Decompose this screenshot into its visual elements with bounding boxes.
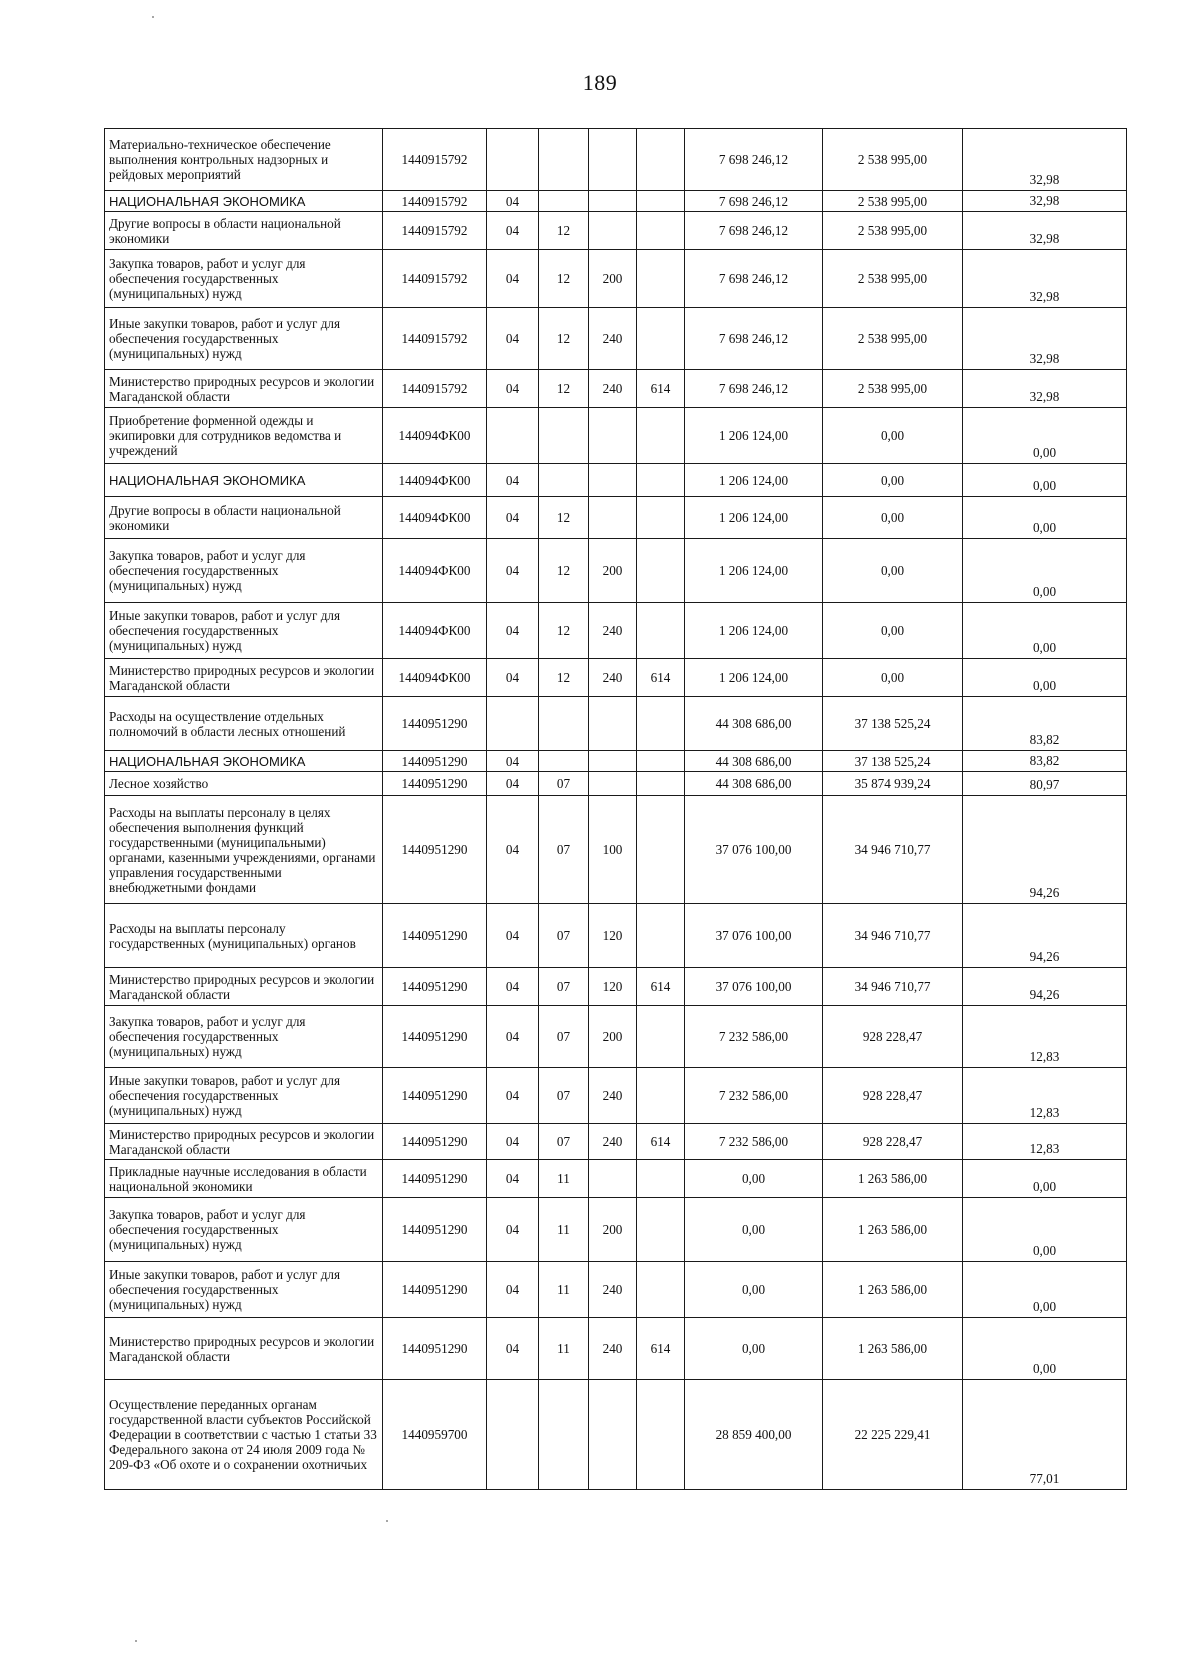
budget-execution-table bbox=[104, 128, 1127, 1490]
planned-amount: 0,00 bbox=[685, 1198, 823, 1262]
section-code: 04 bbox=[487, 796, 539, 904]
expense-type-code: 200 bbox=[589, 250, 637, 308]
department-code bbox=[637, 603, 685, 659]
target-article-code: 1440951290 bbox=[383, 968, 487, 1006]
execution-percent: 0,00 bbox=[963, 464, 1127, 497]
target-article-code: 1440951290 bbox=[383, 751, 487, 772]
row-name: Иные закупки товаров, работ и услуг для обеспечения государственных (муниципальных) нужд bbox=[105, 1262, 383, 1318]
planned-amount: 37 076 100,00 bbox=[685, 968, 823, 1006]
table-row bbox=[105, 497, 1127, 539]
execution-percent: 0,00 bbox=[963, 497, 1127, 539]
table-row bbox=[105, 1124, 1127, 1160]
target-article-code: 1440915792 bbox=[383, 191, 487, 212]
actual-amount: 928 228,47 bbox=[823, 1068, 963, 1124]
table-row bbox=[105, 904, 1127, 968]
expense-type-code: 120 bbox=[589, 968, 637, 1006]
scan-speck bbox=[135, 1640, 137, 1642]
expense-type-code: 240 bbox=[589, 1262, 637, 1318]
expense-type-code: 240 bbox=[589, 603, 637, 659]
subsection-code bbox=[539, 1380, 589, 1490]
table-row bbox=[105, 772, 1127, 796]
department-code bbox=[637, 1262, 685, 1318]
actual-amount: 1 263 586,00 bbox=[823, 1160, 963, 1198]
row-name: НАЦИОНАЛЬНАЯ ЭКОНОМИКА bbox=[105, 191, 383, 212]
department-code bbox=[637, 751, 685, 772]
execution-percent: 0,00 bbox=[963, 1262, 1127, 1318]
execution-percent: 0,00 bbox=[963, 1318, 1127, 1380]
department-code: 614 bbox=[637, 1124, 685, 1160]
target-article-code: 1440915792 bbox=[383, 212, 487, 250]
target-article-code: 1440951290 bbox=[383, 697, 487, 751]
expense-type-code: 240 bbox=[589, 370, 637, 408]
actual-amount: 2 538 995,00 bbox=[823, 212, 963, 250]
subsection-code: 11 bbox=[539, 1262, 589, 1318]
department-code bbox=[637, 1160, 685, 1198]
row-name: Другие вопросы в области национальной экономики bbox=[105, 497, 383, 539]
section-code: 04 bbox=[487, 1006, 539, 1068]
section-code bbox=[487, 697, 539, 751]
execution-percent: 94,26 bbox=[963, 796, 1127, 904]
department-code bbox=[637, 250, 685, 308]
row-name: Осуществление переданных органам государственной власти субъектов Российской Федерации в соответствии с частью 1 статьи 33 Федерального закона от 24 июля 2009 года № 209-ФЗ «Об охоте и о сохранении охотничьих bbox=[105, 1380, 383, 1490]
target-article-code: 1440951290 bbox=[383, 1068, 487, 1124]
table-row bbox=[105, 1380, 1127, 1490]
section-code: 04 bbox=[487, 1068, 539, 1124]
subsection-code: 12 bbox=[539, 370, 589, 408]
table-row bbox=[105, 539, 1127, 603]
table-row bbox=[105, 408, 1127, 464]
department-code bbox=[637, 1380, 685, 1490]
planned-amount: 7 232 586,00 bbox=[685, 1006, 823, 1068]
actual-amount: 1 263 586,00 bbox=[823, 1198, 963, 1262]
table-row bbox=[105, 968, 1127, 1006]
expense-type-code bbox=[589, 464, 637, 497]
execution-percent: 12,83 bbox=[963, 1006, 1127, 1068]
target-article-code: 144094ФК00 bbox=[383, 659, 487, 697]
actual-amount: 2 538 995,00 bbox=[823, 308, 963, 370]
actual-amount: 928 228,47 bbox=[823, 1124, 963, 1160]
section-code: 04 bbox=[487, 751, 539, 772]
subsection-code: 12 bbox=[539, 250, 589, 308]
row-name: Министерство природных ресурсов и экологии Магаданской области bbox=[105, 968, 383, 1006]
execution-percent: 0,00 bbox=[963, 408, 1127, 464]
expense-type-code: 120 bbox=[589, 904, 637, 968]
expense-type-code: 200 bbox=[589, 1006, 637, 1068]
scan-speck bbox=[152, 16, 154, 18]
target-article-code: 1440951290 bbox=[383, 796, 487, 904]
target-article-code: 1440915792 bbox=[383, 370, 487, 408]
row-name: Закупка товаров, работ и услуг для обеспечения государственных (муниципальных) нужд bbox=[105, 250, 383, 308]
planned-amount: 44 308 686,00 bbox=[685, 697, 823, 751]
department-code bbox=[637, 904, 685, 968]
expense-type-code bbox=[589, 408, 637, 464]
subsection-code: 11 bbox=[539, 1318, 589, 1380]
subsection-code: 11 bbox=[539, 1198, 589, 1262]
department-code bbox=[637, 497, 685, 539]
planned-amount: 0,00 bbox=[685, 1318, 823, 1380]
section-code: 04 bbox=[487, 464, 539, 497]
table-row bbox=[105, 1262, 1127, 1318]
row-name: НАЦИОНАЛЬНАЯ ЭКОНОМИКА bbox=[105, 751, 383, 772]
row-name: Иные закупки товаров, работ и услуг для обеспечения государственных (муниципальных) нужд bbox=[105, 1068, 383, 1124]
row-name: Иные закупки товаров, работ и услуг для обеспечения государственных (муниципальных) нужд bbox=[105, 308, 383, 370]
target-article-code: 1440951290 bbox=[383, 1124, 487, 1160]
actual-amount: 37 138 525,24 bbox=[823, 751, 963, 772]
planned-amount: 7 698 246,12 bbox=[685, 370, 823, 408]
planned-amount: 7 698 246,12 bbox=[685, 250, 823, 308]
department-code bbox=[637, 697, 685, 751]
actual-amount: 22 225 229,41 bbox=[823, 1380, 963, 1490]
table-row bbox=[105, 370, 1127, 408]
department-code: 614 bbox=[637, 659, 685, 697]
execution-percent: 32,98 bbox=[963, 191, 1127, 212]
row-name: Другие вопросы в области национальной экономики bbox=[105, 212, 383, 250]
execution-percent: 0,00 bbox=[963, 603, 1127, 659]
expense-type-code bbox=[589, 129, 637, 191]
execution-percent: 32,98 bbox=[963, 250, 1127, 308]
section-code: 04 bbox=[487, 497, 539, 539]
section-code: 04 bbox=[487, 250, 539, 308]
section-code: 04 bbox=[487, 191, 539, 212]
expense-type-code bbox=[589, 1160, 637, 1198]
section-code: 04 bbox=[487, 308, 539, 370]
section-code: 04 bbox=[487, 1262, 539, 1318]
planned-amount: 0,00 bbox=[685, 1160, 823, 1198]
subsection-code: 07 bbox=[539, 1068, 589, 1124]
row-name: НАЦИОНАЛЬНАЯ ЭКОНОМИКА bbox=[105, 464, 383, 497]
department-code: 614 bbox=[637, 1318, 685, 1380]
subsection-code bbox=[539, 129, 589, 191]
planned-amount: 1 206 124,00 bbox=[685, 659, 823, 697]
execution-percent: 32,98 bbox=[963, 370, 1127, 408]
row-name: Прикладные научные исследования в области национальной экономики bbox=[105, 1160, 383, 1198]
actual-amount: 0,00 bbox=[823, 464, 963, 497]
department-code bbox=[637, 1198, 685, 1262]
actual-amount: 0,00 bbox=[823, 539, 963, 603]
scan-speck bbox=[386, 1520, 388, 1522]
execution-percent: 0,00 bbox=[963, 1198, 1127, 1262]
execution-percent: 80,97 bbox=[963, 772, 1127, 796]
subsection-code: 07 bbox=[539, 772, 589, 796]
row-name: Закупка товаров, работ и услуг для обеспечения государственных (муниципальных) нужд bbox=[105, 1006, 383, 1068]
section-code: 04 bbox=[487, 968, 539, 1006]
execution-percent: 83,82 bbox=[963, 751, 1127, 772]
execution-percent: 32,98 bbox=[963, 129, 1127, 191]
target-article-code: 1440959700 bbox=[383, 1380, 487, 1490]
planned-amount: 28 859 400,00 bbox=[685, 1380, 823, 1490]
expense-type-code: 200 bbox=[589, 1198, 637, 1262]
actual-amount: 2 538 995,00 bbox=[823, 129, 963, 191]
expense-type-code bbox=[589, 697, 637, 751]
planned-amount: 7 698 246,12 bbox=[685, 191, 823, 212]
section-code bbox=[487, 1380, 539, 1490]
section-code: 04 bbox=[487, 370, 539, 408]
table-row bbox=[105, 796, 1127, 904]
target-article-code: 1440951290 bbox=[383, 904, 487, 968]
department-code bbox=[637, 464, 685, 497]
department-code bbox=[637, 772, 685, 796]
section-code bbox=[487, 129, 539, 191]
planned-amount: 1 206 124,00 bbox=[685, 408, 823, 464]
expense-type-code bbox=[589, 497, 637, 539]
table-body bbox=[105, 129, 1127, 1490]
section-code: 04 bbox=[487, 603, 539, 659]
subsection-code: 11 bbox=[539, 1160, 589, 1198]
actual-amount: 2 538 995,00 bbox=[823, 191, 963, 212]
subsection-code: 07 bbox=[539, 1006, 589, 1068]
section-code: 04 bbox=[487, 772, 539, 796]
department-code bbox=[637, 191, 685, 212]
table-row bbox=[105, 1318, 1127, 1380]
expense-type-code: 100 bbox=[589, 796, 637, 904]
row-name: Приобретение форменной одежды и экипировки для сотрудников ведомства и учреждений bbox=[105, 408, 383, 464]
actual-amount: 34 946 710,77 bbox=[823, 904, 963, 968]
execution-percent: 94,26 bbox=[963, 968, 1127, 1006]
section-code: 04 bbox=[487, 1198, 539, 1262]
planned-amount: 7 698 246,12 bbox=[685, 129, 823, 191]
expense-type-code: 200 bbox=[589, 539, 637, 603]
planned-amount: 1 206 124,00 bbox=[685, 464, 823, 497]
row-name: Расходы на осуществление отдельных полномочий в области лесных отношений bbox=[105, 697, 383, 751]
department-code: 614 bbox=[637, 370, 685, 408]
target-article-code: 1440951290 bbox=[383, 1160, 487, 1198]
row-name: Расходы на выплаты персоналу в целях обеспечения выполнения функций государственными (муниципальными) органами, казенными учреждениями, органами управления государственными внебюджетными фондами bbox=[105, 796, 383, 904]
target-article-code: 1440915792 bbox=[383, 308, 487, 370]
table-row bbox=[105, 697, 1127, 751]
table-row bbox=[105, 250, 1127, 308]
table-row bbox=[105, 464, 1127, 497]
department-code bbox=[637, 129, 685, 191]
actual-amount: 2 538 995,00 bbox=[823, 370, 963, 408]
target-article-code: 1440915792 bbox=[383, 250, 487, 308]
section-code: 04 bbox=[487, 659, 539, 697]
row-name: Закупка товаров, работ и услуг для обеспечения государственных (муниципальных) нужд bbox=[105, 539, 383, 603]
expense-type-code bbox=[589, 772, 637, 796]
table-row bbox=[105, 1068, 1127, 1124]
target-article-code: 144094ФК00 bbox=[383, 408, 487, 464]
actual-amount: 0,00 bbox=[823, 603, 963, 659]
department-code: 614 bbox=[637, 968, 685, 1006]
execution-percent: 0,00 bbox=[963, 1160, 1127, 1198]
department-code bbox=[637, 796, 685, 904]
execution-percent: 12,83 bbox=[963, 1124, 1127, 1160]
department-code bbox=[637, 308, 685, 370]
row-name: Материально-техническое обеспечение выполнения контрольных надзорных и рейдовых мероприятий bbox=[105, 129, 383, 191]
expense-type-code bbox=[589, 1380, 637, 1490]
planned-amount: 7 232 586,00 bbox=[685, 1124, 823, 1160]
expense-type-code bbox=[589, 212, 637, 250]
expense-type-code: 240 bbox=[589, 1124, 637, 1160]
subsection-code: 07 bbox=[539, 904, 589, 968]
table-row bbox=[105, 1198, 1127, 1262]
row-name: Иные закупки товаров, работ и услуг для обеспечения государственных (муниципальных) нужд bbox=[105, 603, 383, 659]
planned-amount: 7 698 246,12 bbox=[685, 212, 823, 250]
planned-amount: 7 232 586,00 bbox=[685, 1068, 823, 1124]
planned-amount: 37 076 100,00 bbox=[685, 904, 823, 968]
actual-amount: 1 263 586,00 bbox=[823, 1262, 963, 1318]
target-article-code: 144094ФК00 bbox=[383, 497, 487, 539]
table-row bbox=[105, 1006, 1127, 1068]
subsection-code: 07 bbox=[539, 1124, 589, 1160]
section-code: 04 bbox=[487, 539, 539, 603]
section-code: 04 bbox=[487, 212, 539, 250]
actual-amount: 34 946 710,77 bbox=[823, 968, 963, 1006]
row-name: Лесное хозяйство bbox=[105, 772, 383, 796]
row-name: Министерство природных ресурсов и экологии Магаданской области bbox=[105, 1318, 383, 1380]
actual-amount: 0,00 bbox=[823, 497, 963, 539]
subsection-code bbox=[539, 408, 589, 464]
target-article-code: 144094ФК00 bbox=[383, 464, 487, 497]
row-name: Министерство природных ресурсов и экологии Магаданской области bbox=[105, 1124, 383, 1160]
table-row bbox=[105, 659, 1127, 697]
subsection-code: 12 bbox=[539, 497, 589, 539]
section-code: 04 bbox=[487, 1124, 539, 1160]
execution-percent: 0,00 bbox=[963, 539, 1127, 603]
table-row bbox=[105, 212, 1127, 250]
table-row bbox=[105, 1160, 1127, 1198]
department-code bbox=[637, 1068, 685, 1124]
planned-amount: 1 206 124,00 bbox=[685, 539, 823, 603]
expense-type-code: 240 bbox=[589, 1068, 637, 1124]
planned-amount: 7 698 246,12 bbox=[685, 308, 823, 370]
subsection-code: 12 bbox=[539, 659, 589, 697]
expense-type-code bbox=[589, 751, 637, 772]
subsection-code: 07 bbox=[539, 968, 589, 1006]
department-code bbox=[637, 539, 685, 603]
expense-type-code: 240 bbox=[589, 308, 637, 370]
section-code: 04 bbox=[487, 1160, 539, 1198]
subsection-code bbox=[539, 464, 589, 497]
actual-amount: 35 874 939,24 bbox=[823, 772, 963, 796]
expense-type-code bbox=[589, 191, 637, 212]
target-article-code: 144094ФК00 bbox=[383, 603, 487, 659]
actual-amount: 0,00 bbox=[823, 659, 963, 697]
execution-percent: 32,98 bbox=[963, 308, 1127, 370]
target-article-code: 1440951290 bbox=[383, 1262, 487, 1318]
section-code: 04 bbox=[487, 904, 539, 968]
actual-amount: 928 228,47 bbox=[823, 1006, 963, 1068]
department-code bbox=[637, 1006, 685, 1068]
execution-percent: 0,00 bbox=[963, 659, 1127, 697]
planned-amount: 37 076 100,00 bbox=[685, 796, 823, 904]
department-code bbox=[637, 212, 685, 250]
target-article-code: 1440951290 bbox=[383, 772, 487, 796]
department-code bbox=[637, 408, 685, 464]
actual-amount: 2 538 995,00 bbox=[823, 250, 963, 308]
execution-percent: 83,82 bbox=[963, 697, 1127, 751]
actual-amount: 0,00 bbox=[823, 408, 963, 464]
target-article-code: 1440951290 bbox=[383, 1006, 487, 1068]
section-code bbox=[487, 408, 539, 464]
expense-type-code: 240 bbox=[589, 659, 637, 697]
subsection-code: 12 bbox=[539, 539, 589, 603]
planned-amount: 0,00 bbox=[685, 1262, 823, 1318]
target-article-code: 1440951290 bbox=[383, 1198, 487, 1262]
row-name: Министерство природных ресурсов и экологии Магаданской области bbox=[105, 659, 383, 697]
planned-amount: 1 206 124,00 bbox=[685, 603, 823, 659]
execution-percent: 12,83 bbox=[963, 1068, 1127, 1124]
target-article-code: 1440951290 bbox=[383, 1318, 487, 1380]
table-row bbox=[105, 191, 1127, 212]
subsection-code bbox=[539, 697, 589, 751]
page-number: 189 bbox=[582, 70, 618, 95]
actual-amount: 34 946 710,77 bbox=[823, 796, 963, 904]
actual-amount: 1 263 586,00 bbox=[823, 1318, 963, 1380]
execution-percent: 94,26 bbox=[963, 904, 1127, 968]
subsection-code: 12 bbox=[539, 308, 589, 370]
execution-percent: 32,98 bbox=[963, 212, 1127, 250]
actual-amount: 37 138 525,24 bbox=[823, 697, 963, 751]
row-name: Расходы на выплаты персоналу государственных (муниципальных) органов bbox=[105, 904, 383, 968]
target-article-code: 1440915792 bbox=[383, 129, 487, 191]
planned-amount: 44 308 686,00 bbox=[685, 772, 823, 796]
table-row bbox=[105, 308, 1127, 370]
execution-percent: 77,01 bbox=[963, 1380, 1127, 1490]
subsection-code bbox=[539, 751, 589, 772]
section-code: 04 bbox=[487, 1318, 539, 1380]
row-name: Закупка товаров, работ и услуг для обеспечения государственных (муниципальных) нужд bbox=[105, 1198, 383, 1262]
expense-type-code: 240 bbox=[589, 1318, 637, 1380]
table-row bbox=[105, 603, 1127, 659]
planned-amount: 1 206 124,00 bbox=[685, 497, 823, 539]
target-article-code: 144094ФК00 bbox=[383, 539, 487, 603]
row-name: Министерство природных ресурсов и экологии Магаданской области bbox=[105, 370, 383, 408]
subsection-code: 07 bbox=[539, 796, 589, 904]
table-row bbox=[105, 129, 1127, 191]
planned-amount: 44 308 686,00 bbox=[685, 751, 823, 772]
subsection-code: 12 bbox=[539, 212, 589, 250]
table-row bbox=[105, 751, 1127, 772]
subsection-code: 12 bbox=[539, 603, 589, 659]
subsection-code bbox=[539, 191, 589, 212]
